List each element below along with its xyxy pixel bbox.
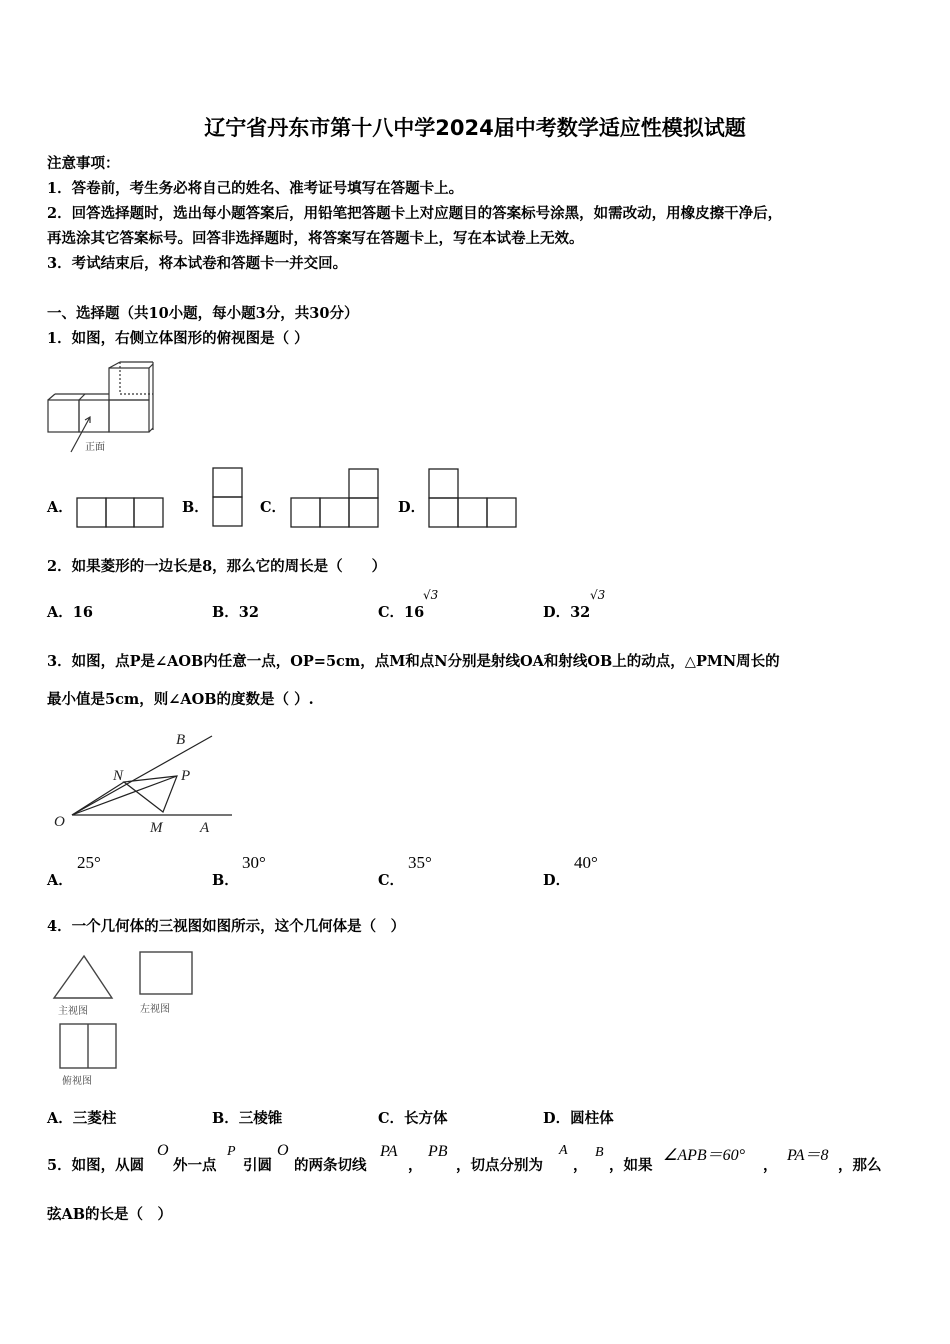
notes-heading: 注意事项：	[47, 155, 120, 172]
q3-label-b: B	[176, 732, 186, 748]
section-heading: 一、选择题（共10小题，每小题3分，共30分）	[47, 305, 359, 322]
q3-option-d-value: 40°	[574, 853, 598, 872]
q5-var-o2: O	[277, 1142, 289, 1159]
q1-option-c-figure	[290, 468, 382, 530]
q5-stem-part6: ，如果	[609, 1157, 653, 1174]
q1-option-a[interactable]: A．	[47, 499, 73, 516]
q5-var-o: O	[157, 1142, 169, 1159]
q5-stem-part5: ，切点分别为	[456, 1157, 543, 1174]
q1-option-d[interactable]: D．	[398, 499, 426, 516]
q5-stem-part1: 5．如图，从圆	[47, 1157, 145, 1174]
q5-comma: ，	[408, 1157, 423, 1174]
q5-var-b: B	[595, 1145, 604, 1160]
q3-option-c[interactable]: C．	[378, 872, 405, 889]
q5-pa-expr: PA＝8	[787, 1147, 829, 1164]
q5-stem-part7: ，那么	[838, 1157, 882, 1174]
q2-option-b[interactable]: B．32	[212, 604, 259, 621]
note-item: 2．回答选择题时，选出每小题答案后，用铅笔把答题卡上对应题目的答案标号涂黑，如需改动，用橡皮擦干净后，	[47, 205, 783, 222]
q1-option-b-figure	[212, 467, 244, 529]
q3-angle-figure	[50, 730, 240, 840]
note-item: 1．答卷前，考生务必将自己的姓名、准考证号填写在答题卡上。	[47, 180, 464, 197]
page-title: 辽宁省丹东市第十八中学2024届中考数学适应性模拟试题	[204, 116, 746, 140]
q5-stem-part4: 的两条切线	[294, 1157, 367, 1174]
q3-stem-line1: 3．如图，点P是∠AOB内任意一点，OP=5cm，点M和点N分别是射线OA和射线OB上的动点，△PMN周长的	[47, 653, 780, 670]
q4-stem: 4．一个几何体的三视图如图所示，这个几何体是（ ）	[47, 918, 406, 935]
q5-var-p: P	[227, 1144, 236, 1159]
q2-option-c[interactable]: C．16	[378, 604, 425, 621]
q5-var-pb: PB	[428, 1143, 448, 1160]
q3-label-n: N	[113, 768, 124, 784]
q1-figure-label: 正面	[85, 442, 105, 453]
q4-option-c[interactable]: C．长方体	[378, 1110, 448, 1127]
q1-option-c[interactable]: C．	[260, 499, 287, 516]
q1-option-b[interactable]: B．	[182, 499, 209, 516]
q2-option-c-sqrt: √3	[423, 588, 439, 602]
q3-label-p: P	[181, 768, 191, 784]
q5-comma: ，	[573, 1157, 588, 1174]
q1-option-a-figure	[76, 497, 166, 529]
q5-angle-expr: ∠APB＝60°	[663, 1147, 746, 1164]
q4-option-b[interactable]: B．三棱锥	[212, 1110, 283, 1127]
q5-var-pa: PA	[380, 1143, 398, 1160]
q3-stem-line2: 最小值是5cm，则∠AOB的度数是（ ）.	[47, 691, 314, 708]
q3-option-a[interactable]: A．	[47, 872, 73, 889]
q3-option-c-value: 35°	[408, 853, 432, 872]
q1-stem: 1．如图，右侧立体图形的俯视图是（ ）	[47, 330, 309, 347]
q3-label-o: O	[54, 814, 65, 830]
q3-option-b-value: 30°	[242, 853, 266, 872]
q5-var-a: A	[559, 1143, 568, 1158]
q3-option-d[interactable]: D．	[543, 872, 571, 889]
q5-stem-part3: 引圆	[243, 1157, 272, 1174]
q2-stem: 2．如果菱形的一边长是8，那么它的周长是（ ）	[47, 558, 387, 575]
q5-stem-line2: 弦AB的长是（ ）	[47, 1206, 173, 1223]
q2-option-a[interactable]: A．16	[47, 604, 93, 621]
q5-stem-part2: 外一点	[173, 1157, 217, 1174]
q2-option-d-sqrt: √3	[590, 588, 606, 602]
q1-3d-figure	[45, 362, 165, 462]
q2-option-d[interactable]: D．32	[543, 604, 591, 621]
note-item: 再选涂其它答案标号。回答非选择题时，将答案写在答题卡上，写在本试卷上无效。	[47, 230, 584, 247]
q5-comma: ，	[763, 1157, 778, 1174]
q4-three-views-figure	[50, 950, 210, 1090]
q4-left-view-label: 左视图	[140, 1004, 170, 1015]
q4-option-d[interactable]: D．圆柱体	[543, 1110, 614, 1127]
q3-option-a-value: 25°	[77, 853, 101, 872]
q3-label-m: M	[150, 820, 163, 836]
q4-front-view-label: 主视图	[58, 1006, 88, 1017]
q3-label-a: A	[200, 820, 210, 836]
note-item: 3．考试结束后，将本试卷和答题卡一并交回。	[47, 255, 348, 272]
q4-top-view-label: 俯视图	[62, 1076, 92, 1087]
q3-option-b[interactable]: B．	[212, 872, 239, 889]
q4-option-a[interactable]: A．三菱柱	[47, 1110, 117, 1127]
q1-option-d-figure	[428, 468, 520, 530]
